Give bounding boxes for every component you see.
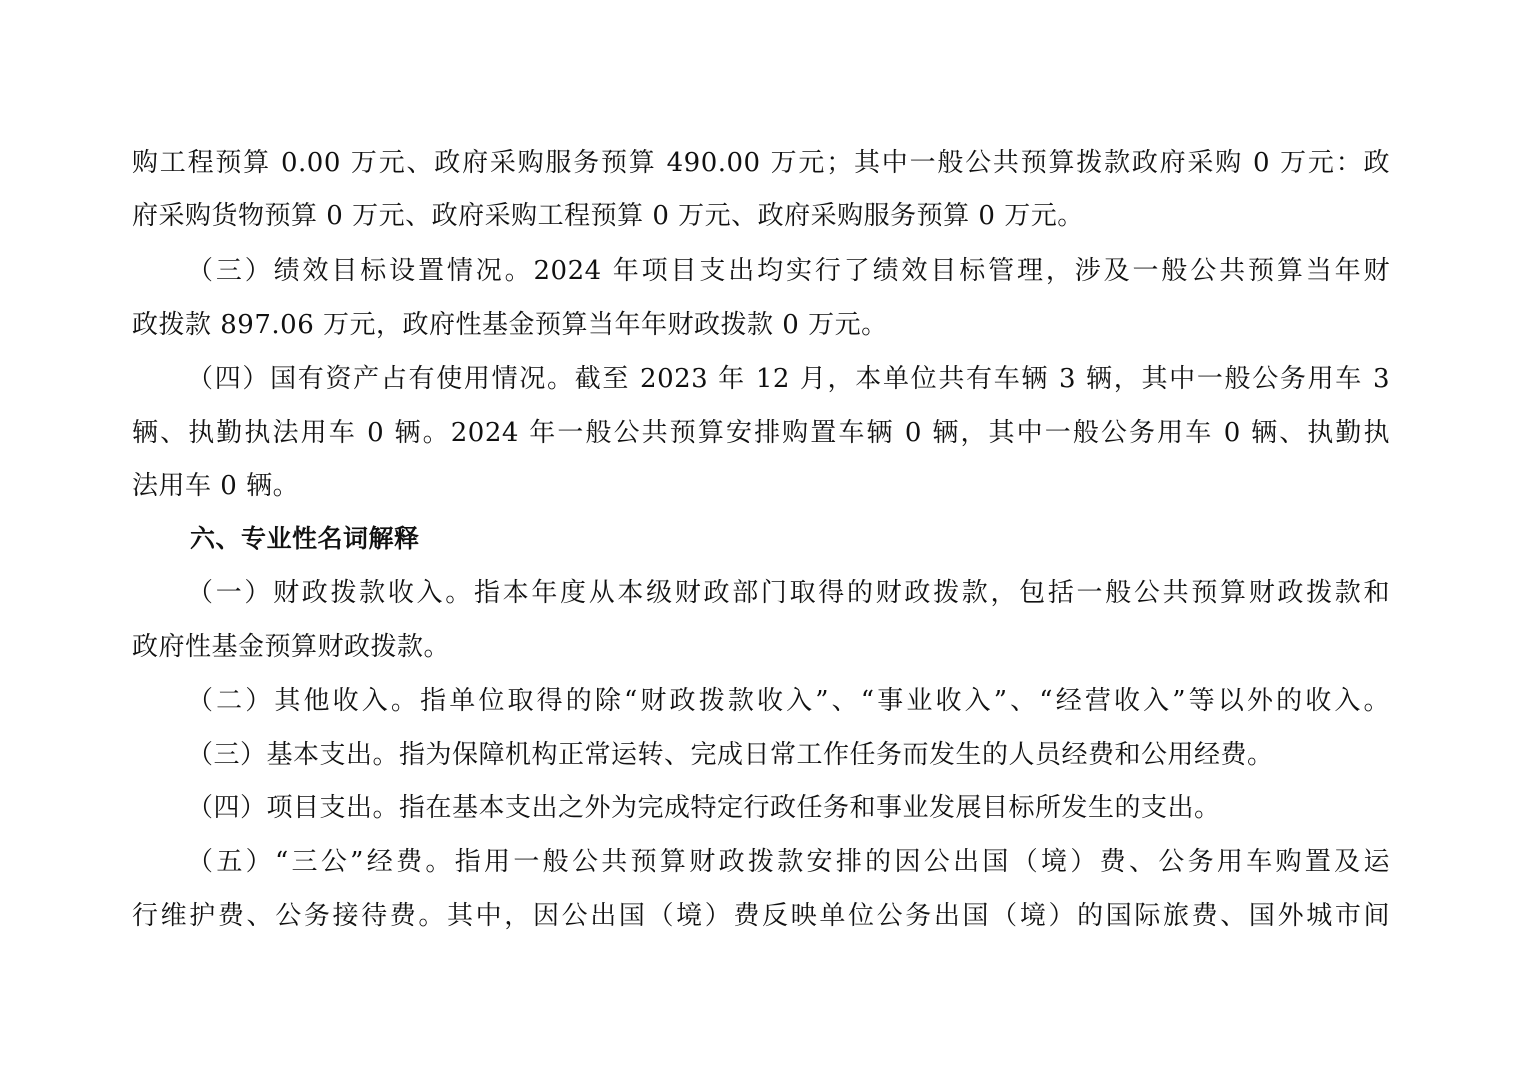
paragraph-line: 行维护费、公务接待费。其中，因公出国（境）费反映单位公务出国（境）的国际旅费、国外城市间 [132,901,1390,931]
paragraph-line: （二）其他收入。指单位取得的除“财政拨款收入”、“事业收入”、“经营收入”等以外的收入。 [187,686,1390,716]
paragraph-line: （四）国有资产占有使用情况。截至 2023 年 12 月，本单位共有车辆 3 辆，其中一般公务用车 3 [187,364,1390,394]
paragraph-line: （一）财政拨款收入。指本年度从本级财政部门取得的财政拨款，包括一般公共预算财政拨款和 [187,578,1390,608]
paragraph-line: 政府性基金预算财政拨款。 [132,632,451,662]
paragraph-line: （三）基本支出。指为保障机构正常运转、完成日常工作任务而发生的人员经费和公用经费。 [187,740,1274,770]
paragraph-line: （三）绩效目标设置情况。2024 年项目支出均实行了绩效目标管理，涉及一般公共预算当年财 [187,256,1390,286]
paragraph-line: 辆、执勤执法用车 0 辆。2024 年一般公共预算安排购置车辆 0 辆，其中一般公务用车 0 辆、执勤执 [132,418,1390,448]
paragraph-line: 法用车 0 辆。 [132,471,300,501]
section-heading: 六、专业性名词解释 [190,524,420,553]
paragraph-line: （四）项目支出。指在基本支出之外为完成特定行政任务和事业发展目标所发生的支出。 [187,793,1221,823]
paragraph-line: 购工程预算 0.00 万元、政府采购服务预算 490.00 万元；其中一般公共预算拨款政府采购 0 万元：政 [132,148,1390,178]
paragraph-line: 政拨款 897.06 万元，政府性基金预算当年年财政拨款 0 万元。 [132,310,888,340]
paragraph-line: （五）“三公”经费。指用一般公共预算财政拨款安排的因公出国（境）费、公务用车购置及运 [187,847,1390,877]
paragraph-line: 府采购货物预算 0 万元、政府采购工程预算 0 万元、政府采购服务预算 0 万元。 [132,201,1084,231]
